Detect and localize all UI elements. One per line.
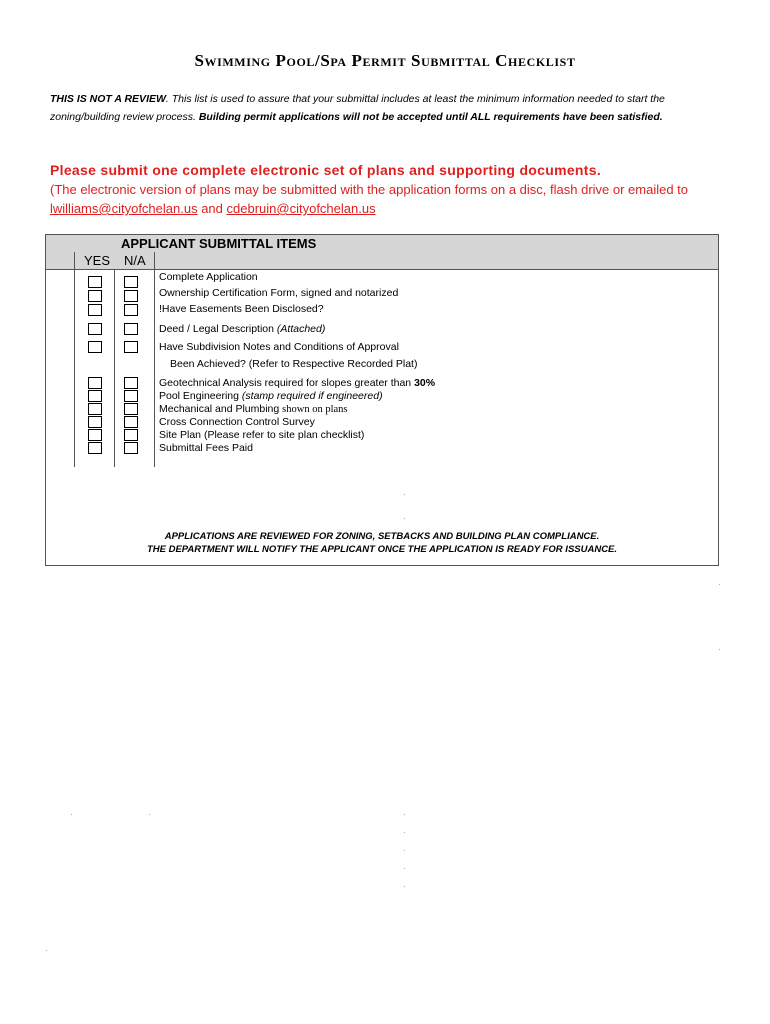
item-fees-paid: Submittal Fees Paid — [159, 442, 253, 454]
email-link-lwilliams[interactable]: lwilliams@cityofchelan.us — [50, 201, 198, 216]
yes-checkbox-easements[interactable] — [88, 304, 102, 316]
scan-speck: · — [718, 645, 721, 654]
column-divider — [74, 252, 75, 467]
table-header — [46, 235, 718, 253]
electronic-notice-body — [50, 180, 730, 218]
electronic-notice-heading: Please submit one complete electronic set of plans and supporting documents. — [50, 162, 602, 178]
yes-checkbox-fees-paid[interactable] — [88, 442, 102, 454]
item-easements: !Have Easements Been Disclosed? — [159, 303, 324, 315]
yes-checkbox-mechanical-plumbing[interactable] — [88, 403, 102, 415]
scan-speck: · — [403, 514, 406, 523]
table-footer-line-1: APPLICATIONS ARE REVIEWED FOR ZONING, SETBACKS AND BUILDING PLAN COMPLIANCE. — [164, 531, 600, 542]
scan-speck: · — [403, 882, 406, 891]
page-title: Swimming Pool/Spa Permit Submittal Checklist — [194, 51, 576, 70]
scan-speck: · — [403, 810, 406, 819]
item-mechanical-plumbing-note: shown on plans — [282, 404, 348, 415]
na-column-label: N/A — [124, 253, 146, 268]
item-deed — [159, 323, 325, 335]
scan-speck: · — [148, 810, 151, 819]
scan-speck: · — [718, 580, 721, 589]
na-checkbox-subdivision-notes[interactable] — [124, 341, 138, 353]
scan-speck: · — [45, 946, 48, 955]
na-checkbox-cross-connection[interactable] — [124, 416, 138, 428]
table-header-label: APPLICANT SUBMITTAL ITEMS — [121, 236, 317, 251]
item-geotechnical-threshold: 30% — [414, 377, 436, 389]
scan-speck: · — [403, 846, 406, 855]
scan-speck: · — [403, 828, 406, 837]
na-checkbox-complete-application[interactable] — [124, 276, 138, 288]
item-geotechnical — [159, 377, 435, 389]
table-subheader — [46, 252, 718, 270]
na-checkbox-ownership-certification[interactable] — [124, 290, 138, 302]
column-divider — [114, 269, 115, 467]
yes-checkbox-subdivision-notes[interactable] — [88, 341, 102, 353]
intro-paragraph — [50, 90, 720, 126]
submittal-items-table — [45, 234, 719, 566]
item-pool-engineering-note: (stamp required if engineered) — [241, 390, 383, 402]
intro-emphasis: Building permit applications will not be accepted until ALL requirements have been satisfied. — [198, 111, 663, 123]
item-mechanical-plumbing-label: Mechanical and Plumbing — [159, 403, 280, 415]
yes-checkbox-complete-application[interactable] — [88, 276, 102, 288]
intro-lead: THIS IS NOT A REVIEW — [50, 93, 166, 105]
na-checkbox-pool-engineering[interactable] — [124, 390, 138, 402]
notice-conjunction: and — [201, 201, 223, 216]
scan-speck: · — [403, 490, 406, 499]
intro-text: . This list is used to assure that your submittal includes at least the minimum information needed to start the zoning/building review process. — [50, 93, 665, 123]
scan-speck: · — [403, 864, 406, 873]
na-checkbox-easements[interactable] — [124, 304, 138, 316]
na-checkbox-deed[interactable] — [124, 323, 138, 335]
na-checkbox-fees-paid[interactable] — [124, 442, 138, 454]
item-subdivision-notes: Have Subdivision Notes and Conditions of Approval — [159, 341, 399, 353]
item-deed-label: Deed / Legal Description — [159, 323, 274, 335]
item-cross-connection: Cross Connection Control Survey — [159, 416, 315, 428]
yes-checkbox-cross-connection[interactable] — [88, 416, 102, 428]
yes-checkbox-ownership-certification[interactable] — [88, 290, 102, 302]
item-geotechnical-label: Geotechnical Analysis required for slopes greater than — [159, 377, 412, 389]
table-footer-line-2: THE DEPARTMENT WILL NOTIFY THE APPLICANT ONCE THE APPLICATION IS READY FOR ISSUANCE. — [146, 544, 618, 555]
na-checkbox-mechanical-plumbing[interactable] — [124, 403, 138, 415]
item-site-plan: Site Plan (Please refer to site plan checklist) — [159, 429, 365, 441]
email-link-cdebruin[interactable]: cdebruin@cityofchelan.us — [226, 201, 376, 216]
yes-checkbox-pool-engineering[interactable] — [88, 390, 102, 402]
yes-checkbox-deed[interactable] — [88, 323, 102, 335]
notice-body-text: (The electronic version of plans may be submitted with the application forms on a disc, flash drive or emailed to — [50, 182, 689, 197]
yes-column-label: YES — [84, 253, 111, 268]
scan-speck: · — [70, 810, 73, 819]
item-pool-engineering — [159, 390, 383, 402]
yes-checkbox-geotechnical[interactable] — [88, 377, 102, 389]
item-pool-engineering-label: Pool Engineering — [159, 390, 239, 402]
item-complete-application: Complete Application — [159, 271, 258, 283]
na-checkbox-site-plan[interactable] — [124, 429, 138, 441]
column-divider — [154, 252, 155, 467]
na-checkbox-geotechnical[interactable] — [124, 377, 138, 389]
item-deed-note: (Attached) — [276, 323, 326, 335]
item-ownership-certification: Ownership Certification Form, signed and notarized — [159, 287, 399, 299]
yes-checkbox-site-plan[interactable] — [88, 429, 102, 441]
item-subdivision-notes-cont: Been Achieved? (Refer to Respective Recorded Plat) — [170, 358, 418, 370]
item-mechanical-plumbing — [159, 403, 348, 415]
